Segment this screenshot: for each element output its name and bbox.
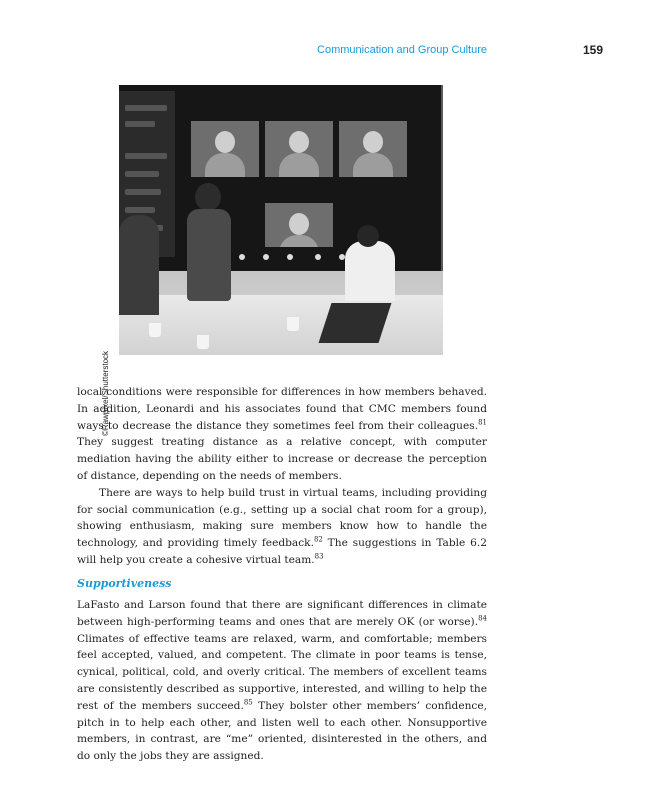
text-run: The suggestions in Table 6.2 will help you create a cohesive virtual team. — [77, 537, 487, 566]
paragraph — [77, 485, 487, 569]
body-text — [77, 597, 487, 765]
text-run: They suggest treating distance as a relative concept, with computer mediation having the ability either to increase or decrease the perception of distance, depending on the needs of members. — [77, 436, 487, 482]
text-run: There are ways to help build trust in virtual teams, including providing for social communication (e.g., setting up a social chat room for a group), showing enthusiasm, making sure members know how to handle the technology, and providing timely feedback. — [77, 486, 487, 550]
video-tile — [265, 121, 333, 177]
page-header — [0, 44, 645, 60]
wall-screen — [119, 85, 443, 271]
body-text — [77, 384, 487, 569]
endnote-ref: 81 — [478, 418, 487, 427]
video-conference-photo — [119, 85, 443, 355]
standing-presenter — [181, 183, 237, 301]
endnote-ref: 82 — [313, 535, 323, 544]
cup — [197, 335, 209, 349]
seated-person — [119, 215, 159, 315]
meeting-table — [119, 295, 443, 355]
cup — [149, 323, 161, 337]
text-run: LaFasto and Larson found that there are significant differences in climate between high-performing teams and ones that are merely OK (or worse). — [77, 599, 487, 628]
video-tile — [191, 121, 259, 177]
endnote-ref: 83 — [314, 552, 324, 561]
section-subheading: Supportiveness — [77, 577, 172, 590]
paragraph — [77, 597, 487, 765]
endnote-ref: 85 — [243, 698, 253, 707]
endnote-ref: 84 — [478, 614, 487, 623]
text-run: Climates of effective teams are relaxed, warm, and comfortable; members feel accepted, valued, and competent. The climate in poor teams is tense, cynical, political, cold, and overly critical. The members of excellent teams are consistently described as supportive, interested, and willing to help the rest of the members succeed. — [77, 632, 487, 712]
text-run: local conditions were responsible for differences in how members behaved. In addition, Leonardi and his associates found that CMC members found ways to decrease the distance they sometimes feel from their colleagues. — [77, 386, 487, 432]
paragraph — [77, 384, 487, 485]
page-number: 159 — [582, 43, 603, 57]
photo-credit-text: ©Rawpixel/Shutterstock — [101, 350, 110, 436]
seated-person — [345, 241, 395, 301]
cup — [287, 317, 299, 331]
video-tile — [339, 121, 407, 177]
text-run: They bolster other members’ confidence, pitch in to help each other, and listen well to each other. Nonsupportive members, in contrast, are “me” oriented, disinterested in the others, and do only the jobs they are assigned. — [77, 699, 487, 763]
running-head: Communication and Group Culture — [317, 44, 487, 56]
video-tile — [265, 203, 333, 247]
